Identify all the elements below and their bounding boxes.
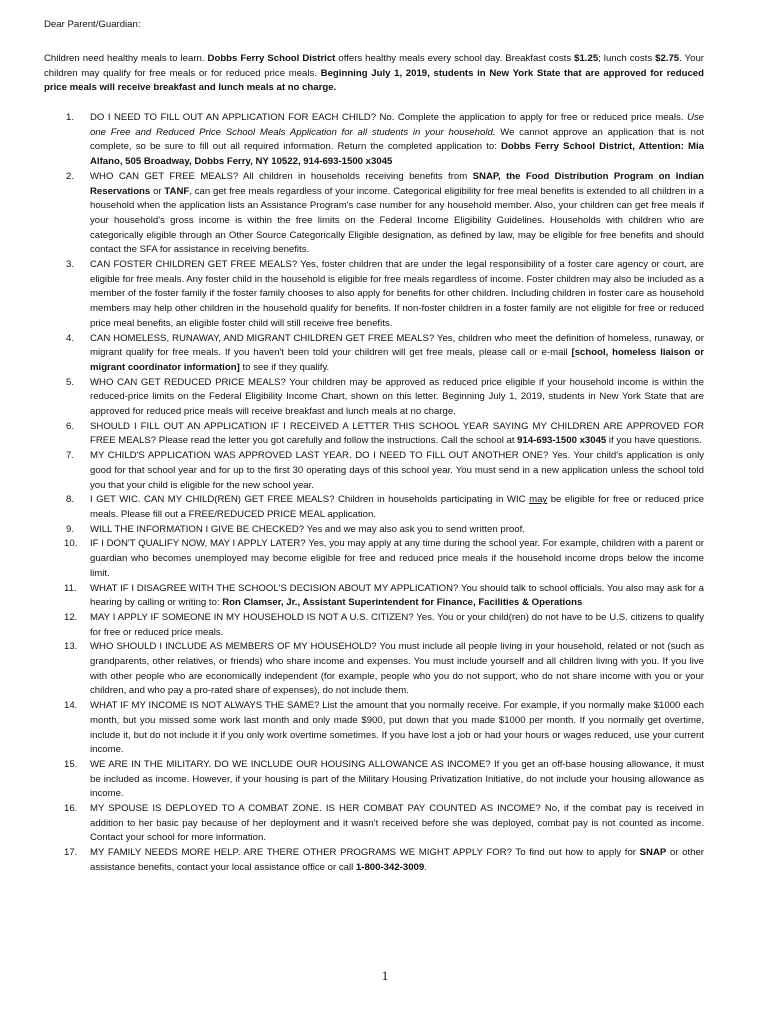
faq-question: WILL THE INFORMATION I GIVE BE CHECKED? [90, 523, 305, 535]
faq-number: 6. [66, 420, 75, 432]
intro-paragraph [44, 52, 704, 96]
faq-number: 10. [64, 538, 78, 550]
faq-question: MY FAMILY NEEDS MORE HELP. ARE THERE OTHER PROGRAMS WE MIGHT APPLY FOR? [90, 847, 512, 859]
faq-item-4 [44, 332, 704, 376]
faq-answer: . [424, 861, 427, 873]
faq-question: DO I NEED TO FILL OUT AN APPLICATION FOR EACH CHILD? [90, 112, 377, 123]
school-phone: 914-693-1500 x3045 [517, 435, 607, 447]
faq-list [44, 111, 704, 876]
faq-answer: Yes, you may apply at any time during the school year. For example, children with a parent or guardian who becomes unemployed may become eligible for free and reduced price meals if the household income drops below the income limit. [90, 538, 704, 579]
faq-answer: be eligible for free or reduced price meals. Please fill out a FREE/REDUCED PRICE MEAL application. [90, 494, 704, 520]
faq-question: I GET WIC. CAN MY CHILD(REN) GET FREE MEALS? [90, 494, 335, 506]
faq-item-7 [44, 449, 704, 493]
faq-question: CAN HOMELESS, RUNAWAY, AND MIGRANT CHILDREN GET FREE MEALS? [90, 332, 435, 344]
faq-question: MY SPOUSE IS DEPLOYED TO A COMBAT ZONE. IS HER COMBAT PAY COUNTED AS INCOME? [90, 803, 541, 815]
intro-text: . Your children may qualify for free meals or for reduced price meals. [44, 53, 705, 79]
assistance-phone: 1-800-342-3009 [355, 861, 425, 873]
faq-answer: You must include all people living in your household, related or not (such as grandparents, other relatives, or friends) who share income and expenses. You must include yourself and all children living with you. If you live with other people who are economically independent (for example, people who you do not support, who do not share income with you or your children, and who pay a pro-rated share of expenses), do not include them. [90, 641, 704, 697]
faq-question: WHAT IF MY INCOME IS NOT ALWAYS THE SAME? [90, 700, 320, 712]
faq-answer: No. Complete the application to apply for free or reduced price meals. [376, 112, 687, 123]
faq-question: WHAT IF I DISAGREE WITH THE SCHOOL'S DECISION ABOUT MY APPLICATION? [90, 582, 459, 594]
faq-answer: If you get an off-base housing allowance, it must be included as income. However, if your housing is part of the Military Housing Privatization Initiative, do not include your housing allowance as income. [90, 758, 705, 800]
faq-answer: All children in households receiving benefits from [238, 170, 473, 182]
faq-answer: List the amount that you normally receive. For example, if you normally make $1000 each month, but you missed some work last month and only made $900, put down that you made $1000 per month. If you normally get overtime, include it, but do not include it if you only work overtime sometimes. If you have lost a job or had your hours or wages reduced, use your current income. [90, 700, 704, 756]
district-name: Dobbs Ferry School District [207, 53, 336, 64]
faq-number: 9. [66, 523, 75, 535]
faq-number: 5. [66, 376, 75, 388]
faq-item-1 [44, 111, 704, 170]
faq-item-16 [44, 802, 704, 846]
faq-item-12 [44, 611, 704, 640]
faq-number: 15. [64, 758, 78, 770]
intro-text: ; lunch costs [598, 53, 656, 64]
faq-item-11 [44, 582, 704, 611]
faq-number: 11. [64, 582, 77, 594]
faq-number: 8. [66, 494, 75, 506]
faq-number: 14. [64, 700, 78, 712]
hearing-contact: Ron Clamser, Jr., Assistant Superintendent for Finance, Facilities & Operations [222, 597, 583, 609]
faq-number: 7. [66, 450, 75, 462]
faq-answer: if you have questions. [606, 435, 702, 447]
lunch-cost: $2.75 [655, 53, 680, 64]
faq-item-6 [44, 420, 704, 449]
faq-answer: or other assistance benefits, contact your local assistance office or call [90, 847, 704, 873]
intro-text: offers healthy meals every school day. Breakfast costs [335, 53, 575, 64]
faq-number: 4. [66, 332, 75, 344]
reduced-price-notice: Beginning July 1, 2019, students in New York State that are approved for reduced price meals will receive breakfast and lunch meals at no charge. [44, 67, 704, 94]
faq-answer: or [150, 185, 165, 197]
faq-question: IF I DON'T QUALIFY NOW, MAY I APPLY LATER? [90, 538, 306, 550]
faq-number: 3. [66, 259, 75, 271]
faq-answer: You should talk to school officials. You also may ask for a hearing by calling or writing to: [90, 582, 704, 609]
faq-answer: Yes. Your child's application is only good for that school year and for up to the first 30 operating days of this school year. You must send in a new application unless the school told you that your child is eligible for the new school year. [90, 450, 705, 491]
program-name: TANF [164, 185, 190, 197]
contact-placeholder: [school, homeless liaison or migrant coordinator information] [90, 347, 704, 373]
faq-question: WHO CAN GET REDUCED PRICE MEALS? [90, 376, 286, 388]
faq-answer: Yes and we may also ask you to send written proof. [304, 523, 525, 535]
faq-answer: Yes, foster children that are under the legal responsibility of a foster care agency or court, are eligible for free meals. Any foster child in the household is eligible for free meals regardless of income. Foster children may also be included as a member of the foster family if the foster family chooses to also apply for benefits for other children. Including children in foster care as household members may help other children in the household qualify for benefits. If non-foster children in a foster family are not eligible for free or reduced price meal benefits, an eligible foster child will still receive free benefits. [90, 259, 704, 329]
return-address: Dobbs Ferry School District, Attention: Mia Alfano, 505 Broadway, Dobbs Ferry, NY 10522, 914-693-1500 x3045 [90, 141, 705, 168]
faq-item-10 [44, 537, 704, 581]
faq-question: MY CHILD'S APPLICATION WAS APPROVED LAST YEAR. DO I NEED TO FILL OUT ANOTHER ONE? [90, 450, 549, 462]
program-name: SNAP [639, 847, 667, 859]
faq-question: SHOULD I FILL OUT AN APPLICATION IF I RECEIVED A LETTER THIS SCHOOL YEAR SAYING MY CHILDREN ARE APPROVED FOR FREE MEALS? [90, 420, 704, 447]
faq-item-5 [44, 376, 704, 420]
faq-answer-emphasis: Use one Free and Reduced Price School Meals Application for all students in your household. [90, 112, 704, 138]
faq-number: 16. [64, 803, 78, 815]
faq-item-3 [44, 258, 704, 332]
faq-number: 1. [66, 112, 75, 123]
faq-answer: To find out how to apply for [511, 847, 640, 859]
faq-item-17 [44, 846, 704, 875]
faq-answer: Yes, children who meet the definition of homeless, runaway, or migrant qualify for free meals. If you haven't been told your children will get free meals, please call or e-mail [90, 332, 704, 359]
faq-answer: Yes. You or your child(ren) do not have to be U.S. citizens to qualify for free or reduced price meals. [90, 611, 704, 638]
faq-question: WE ARE IN THE MILITARY. DO WE INCLUDE OUR HOUSING ALLOWANCE AS INCOME? [90, 758, 491, 770]
faq-answer: We cannot approve an application that is not complete, so be sure to fill out all required information. Return the completed application to: [90, 126, 704, 153]
faq-number: 12. [64, 611, 78, 623]
faq-answer: No, if the combat pay is received in addition to her basic pay because of her deployment and it wasn't received before she was deployed, combat pay is not counted as income. Contact your school for more information. [90, 803, 704, 844]
faq-answer-underline: may [529, 494, 548, 506]
faq-answer: to see if they qualify. [239, 361, 330, 373]
faq-question: WHO CAN GET FREE MEALS? [90, 170, 239, 182]
intro-text: Children need healthy meals to learn. [44, 53, 208, 64]
greeting: Dear Parent/Guardian: [44, 19, 141, 30]
faq-number: 13. [64, 641, 78, 653]
faq-answer: Please read the letter you got carefully and follow the instructions. Call the school at [156, 435, 518, 447]
faq-item-15 [44, 758, 704, 802]
page-number: 1 [381, 968, 389, 983]
faq-question: CAN FOSTER CHILDREN GET FREE MEALS? [90, 259, 298, 271]
faq-question: MAY I APPLY IF SOMEONE IN MY HOUSEHOLD IS NOT A U.S. CITIZEN? [90, 611, 414, 623]
faq-item-8 [44, 493, 704, 522]
faq-item-13 [44, 640, 704, 699]
faq-question: WHO SHOULD I INCLUDE AS MEMBERS OF MY HOUSEHOLD? [90, 641, 377, 653]
faq-number: 17. [64, 847, 78, 859]
faq-answer: Your children may be approved as reduced price eligible if your household income is within the reduced-price limits on the Federal Eligibility Income Chart, shown on this letter. Beginning July 1, 2019, students in New York State that are approved for reduced price meals will receive breakfast and lunch meals at no charge. [90, 376, 704, 418]
faq-answer: Children in households participating in WIC [334, 494, 530, 506]
program-name: SNAP, the Food Distribution Program on Indian Reservations [90, 170, 705, 197]
faq-item-9 [44, 523, 704, 538]
faq-item-14 [44, 699, 704, 758]
faq-number: 2. [66, 170, 75, 182]
faq-item-2 [44, 170, 704, 258]
faq-answer: , can get free meals regardless of your income. Categorical eligibility for free meal benefits is extended to all children in a household when the application lists an Assistance Program's case number for any household member. Also, your children can get free meals if your household's gross income is within the free limits on the Federal Income Eligibility Guidelines. Households with children who are categorically eligible through an Other Source Categorically Eligible designation, as defined by law, may be eligible for free benefits and should contact the SFA for assistance in receiving benefits. [90, 185, 704, 256]
breakfast-cost: $1.25 [574, 53, 599, 64]
